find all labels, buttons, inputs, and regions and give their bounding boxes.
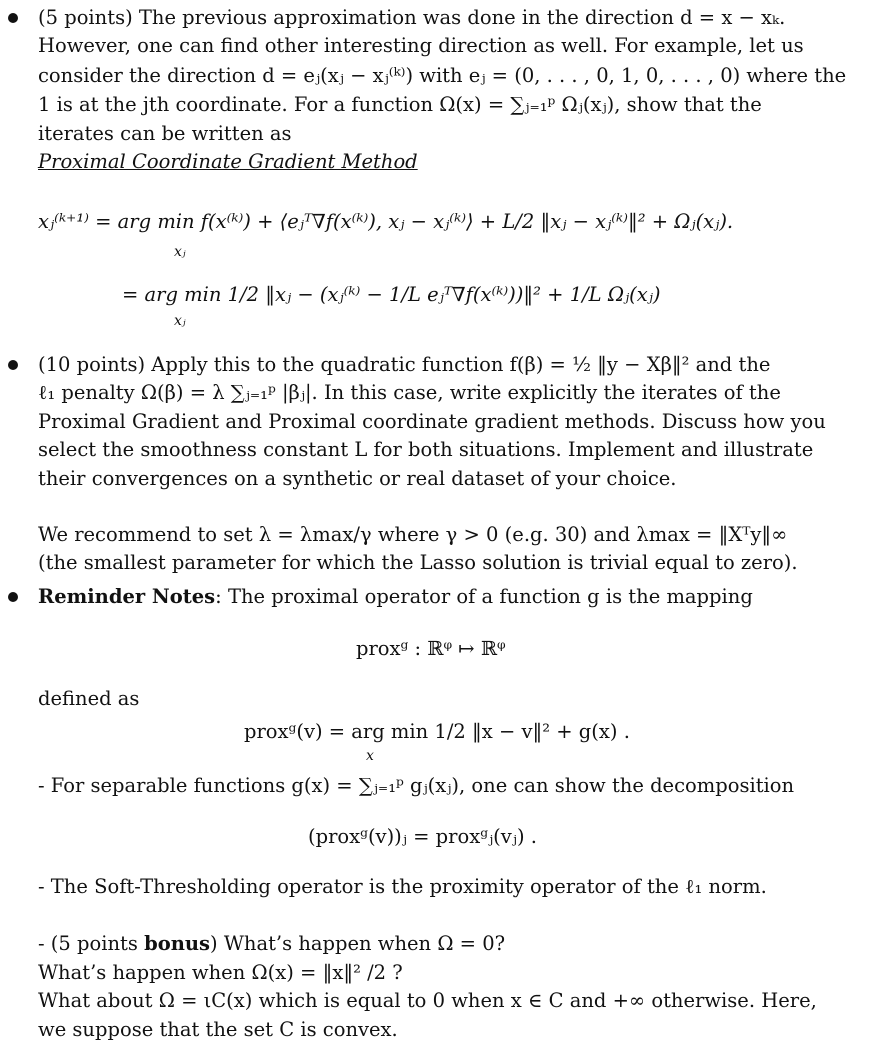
item2-line-2: ℓ₁ penalty Ω(β) = λ ∑ⱼ₌₁ᵖ |βⱼ|. In this case, write explicitly the iterates of the	[38, 381, 781, 404]
item1-line-3: consider the direction d = eⱼ(xⱼ − xⱼ⁽ᵏ⁾) with eⱼ = (0, . . . , 0, 1, 0, . . . , 0) where the	[38, 64, 847, 87]
argmin-subscript-1: xⱼ	[174, 244, 186, 260]
bonus-question-3: What about Ω = ιC(x) which is equal to 0 when x ∈ C and +∞ otherwise. Here,	[38, 989, 817, 1012]
separable-line: - For separable functions g(x) = ∑ⱼ₌₁ᵖ gⱼ(xⱼ), one can show the decomposition	[38, 774, 795, 797]
bullet-item-1	[8, 13, 18, 23]
equation-prox-coordinate-2: = arg min 1/2 ‖xⱼ − (xⱼ⁽ᵏ⁾ − 1/L eⱼᵀ∇f(x⁽ᵏ⁾))‖² + 1/L Ωⱼ(xⱼ)	[122, 283, 661, 306]
item1-line-5: iterates can be written as	[38, 122, 292, 145]
recommend-line-1: We recommend to set λ = λmax/γ where γ > 0 (e.g. 30) and λmax = ‖Xᵀy‖∞	[38, 523, 788, 546]
soft-threshold-line: - The Soft-Thresholding operator is the proximity operator of the ℓ₁ norm.	[38, 875, 767, 898]
item2-line-3: Proximal Gradient and Proximal coordinate gradient methods. Discuss how you	[38, 410, 826, 433]
reminder-heading-rest: : The proximal operator of a function g is the mapping	[215, 585, 753, 608]
method-title: Proximal Coordinate Gradient Method	[38, 150, 418, 173]
item2-line-4: select the smoothness constant L for both situations. Implement and illustrate	[38, 438, 814, 461]
bonus-post: ) What’s happen when Ω = 0?	[210, 932, 506, 955]
reminder-line	[38, 583, 753, 612]
item1-line-2: However, one can find other interesting direction as well. For example, let us	[38, 34, 804, 57]
prox-decomposition: (proxᵍ(v))ⱼ = proxᵍⱼ(vⱼ) .	[308, 825, 537, 848]
bonus-line	[38, 930, 505, 959]
prox-definition: proxᵍ(v) = arg min 1/2 ‖x − v‖² + g(x) .	[244, 720, 630, 743]
bullet-item-3	[8, 592, 18, 602]
bonus-question-4: we suppose that the set C is convex.	[38, 1018, 398, 1041]
item1-line-1: (5 points) The previous approximation was done in the direction d = x − xₖ.	[38, 6, 786, 29]
argmin-subscript-2: xⱼ	[174, 313, 186, 329]
reminder-heading: Reminder Notes	[38, 585, 216, 608]
recommend-line-2: (the smallest parameter for which the Lasso solution is trivial equal to zero).	[38, 551, 798, 574]
item1-line-4: 1 is at the jth coordinate. For a function Ω(x) = ∑ⱼ₌₁ᵖ Ωⱼ(xⱼ), show that the	[38, 93, 762, 116]
bonus-word: bonus	[144, 932, 211, 955]
item2-line-1: (10 points) Apply this to the quadratic function f(β) = ½ ‖y − Xβ‖² and the	[38, 353, 771, 376]
item2-line-5: their convergences on a synthetic or real dataset of your choice.	[38, 467, 677, 490]
bonus-pre: - (5 points	[38, 932, 145, 955]
defined-as: defined as	[38, 687, 140, 710]
prox-mapping: proxᵍ : ℝᵠ ↦ ℝᵠ	[356, 637, 506, 660]
equation-prox-coordinate-1: xⱼ⁽ᵏ⁺¹⁾ = arg min f(x⁽ᵏ⁾) + ⟨eⱼᵀ∇f(x⁽ᵏ⁾), xⱼ − xⱼ⁽ᵏ⁾⟩ + L/2 ‖xⱼ − xⱼ⁽ᵏ⁾‖² + Ωⱼ(xⱼ).	[38, 210, 734, 233]
bullet-item-2	[8, 360, 18, 370]
argmin-subscript-x: x	[366, 748, 374, 764]
bonus-question-2: What’s happen when Ω(x) = ‖x‖² /2 ?	[38, 961, 403, 984]
